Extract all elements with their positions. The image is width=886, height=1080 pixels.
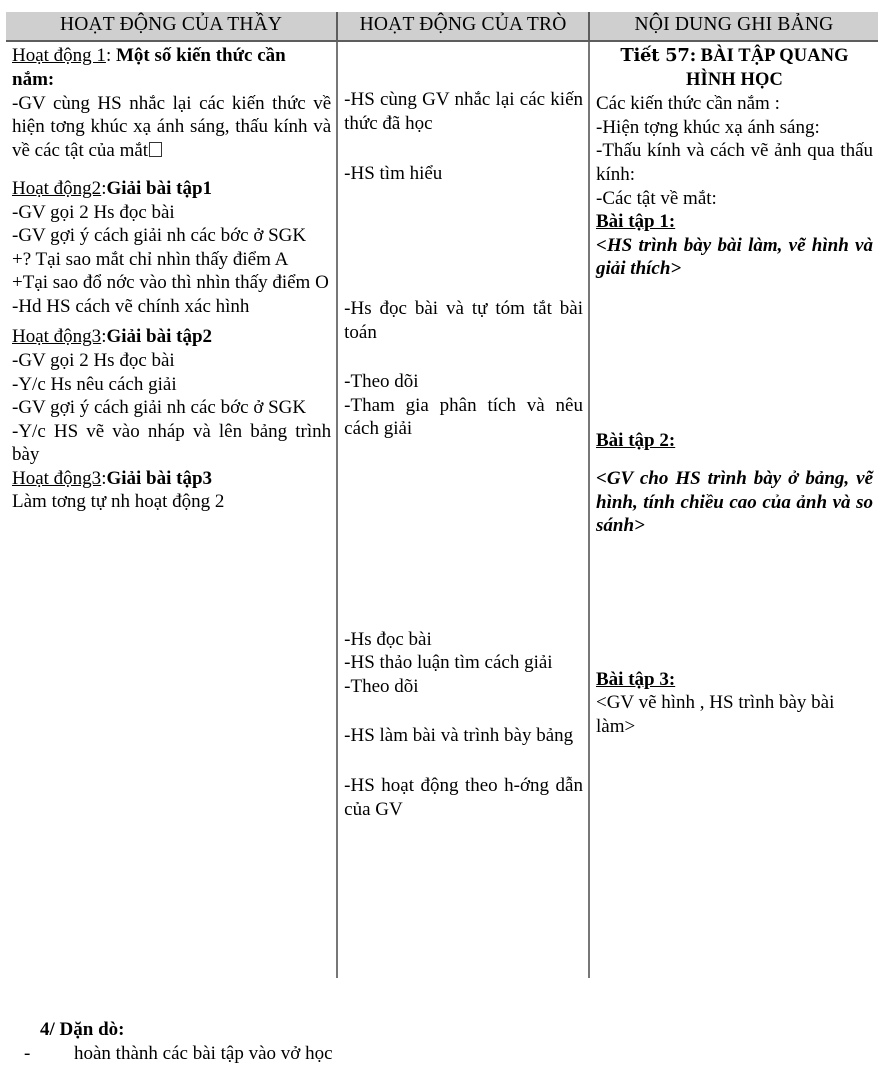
- exercise-3-body: <GV vẽ hình , HS trình bày bài làm>: [596, 692, 835, 737]
- spacer: [596, 624, 873, 668]
- cell-board-content: [590, 42, 878, 978]
- student-activity-block: -Hs đọc bài: [344, 628, 432, 650]
- lesson-number: Tiết 57:: [620, 45, 696, 67]
- exercise-2-body: [596, 467, 873, 538]
- exercise-2-label: [596, 429, 873, 453]
- student-activity-body: [344, 44, 583, 974]
- activity-4-heading: [12, 467, 331, 491]
- footer-item-text: hoàn thành các bài tập vào vở học: [74, 1042, 333, 1064]
- student-activity-block: -Hs đọc bài và tự tóm tắt bài toán: [344, 298, 583, 343]
- activity-1-label: Hoạt động 1: [12, 45, 106, 67]
- activity-3-separator: :: [101, 326, 107, 348]
- board-point: -Hiện tợng khúc xạ ánh sáng:: [596, 116, 820, 138]
- footer-bullet: -: [24, 1042, 31, 1064]
- activity-2-line: -GV gợi ý cách giải nh các bớc ở SGK: [12, 225, 307, 247]
- footer-list-item: [24, 1042, 886, 1067]
- footer-heading: 4/ Dặn dò:: [40, 1019, 125, 1040]
- spacer: [344, 44, 583, 88]
- activity-4-separator: :: [101, 467, 107, 489]
- activity-4-label: Hoạt động3: [12, 467, 102, 489]
- student-activity-block: -HS tìm hiểu: [344, 162, 443, 184]
- activity-3-line: -Y/c HS vẽ vào nháp và lên bảng trình bày: [12, 420, 332, 466]
- student-activity-block: -HS làm bài và trình bày bảng: [344, 725, 574, 747]
- spacer: [596, 538, 873, 624]
- exercise-3-label-text: Bài tập 3:: [596, 668, 676, 690]
- exercise-1-label: [596, 210, 873, 234]
- board-point: -Các tật về mắt:: [596, 187, 717, 209]
- column-header-teacher-activity: HOẠT ĐỘNG CỦA THẦY: [6, 12, 338, 42]
- exercise-2-body-text: <GV cho HS trình bày ở bảng, vẽ hình, tính chiều cao của ảnh và so sánh>: [596, 468, 873, 537]
- activity-4-line: Làm tơng tự nh hoạt động 2: [12, 491, 225, 513]
- teacher-activity-body: [12, 44, 331, 974]
- exercise-1-label-text: Bài tập 1:: [596, 211, 676, 233]
- exercise-3-label: [596, 668, 873, 692]
- spacer: [344, 748, 583, 774]
- activity-2-title: Giải bài tập1: [106, 178, 213, 200]
- exercise-1-body-text: <HS trình bày bài làm, vẽ hình và giải thích>: [596, 234, 873, 280]
- lesson-plan-table: [6, 12, 878, 978]
- cell-teacher-activity: [6, 42, 338, 978]
- activity-3-line: -GV gợi ý cách giải nh các bớc ở SGK: [12, 397, 307, 419]
- activity-3-line: -GV gọi 2 Hs đọc bài: [12, 350, 175, 372]
- activity-1-text-run: -GV cùng HS nhắc lại các kiến thức về hiện tơng khúc xạ ánh sáng, thấu kính và về các tật của mắt: [12, 92, 332, 161]
- spacer: [344, 441, 583, 527]
- spacer: [596, 367, 873, 429]
- column-header-board-content: NỘI DUNG GHI BẢNG: [590, 12, 878, 42]
- spacer: [12, 318, 331, 325]
- table-header-row: [6, 12, 878, 42]
- activity-2-label: Hoạt động2: [12, 178, 102, 200]
- activity-1-heading: [12, 44, 331, 91]
- activity-1-separator: :: [105, 45, 116, 67]
- activity-3-label: Hoạt động3: [12, 326, 102, 348]
- activity-2-line: -GV gọi 2 Hs đọc bài: [12, 201, 175, 223]
- student-activity-block: -Theo dõi: [344, 371, 419, 393]
- activity-3-line: -Y/c Hs nêu cách giải: [12, 373, 177, 395]
- activity-4-title: Giải bài tập3: [106, 467, 213, 489]
- exercise-1-body: [596, 234, 873, 281]
- activity-1-title: Một số kiến thức cần nắm:: [12, 45, 286, 91]
- spacer: [344, 527, 583, 613]
- spacer: [344, 613, 583, 628]
- spacer: [344, 344, 583, 370]
- board-intro: Các kiến thức cần nắm :: [596, 93, 780, 115]
- student-activity-block: -HS hoạt động theo h-ớng dẫn của GV: [344, 775, 583, 820]
- activity-2-line: +? Tại sao mắt chỉ nhìn thấy điểm A: [12, 248, 289, 270]
- activity-3-title: Giải bài tập2: [106, 326, 213, 348]
- spacer: [344, 698, 583, 724]
- student-activity-block: -HS cùng GV nhắc lại các kiến thức đã học: [344, 89, 583, 135]
- spacer: [12, 162, 331, 177]
- lesson-title-part-1: BÀI TẬP QUANG: [700, 46, 849, 67]
- spacer: [344, 185, 583, 271]
- spacer: [596, 452, 873, 467]
- student-activity-block: -Theo dõi: [344, 675, 419, 697]
- activity-2-heading: [12, 177, 331, 201]
- board-point: -Thấu kính và cách vẽ ảnh qua thấu kính:: [596, 140, 873, 185]
- lesson-title-part-2: HÌNH HỌC: [686, 70, 783, 91]
- missing-glyph-box-icon: [149, 142, 162, 157]
- student-activity-block: -Tham gia phân tích và nêu cách giải: [344, 394, 583, 440]
- student-activity-block: -HS thảo luận tìm cách giải: [344, 652, 553, 674]
- activity-2-separator: :: [101, 178, 107, 200]
- lesson-title-line-1: [596, 44, 873, 68]
- column-header-student-activity: HOẠT ĐỘNG CỦA TRÒ: [338, 12, 590, 42]
- spacer: [344, 271, 583, 297]
- activity-2-line: +Tại sao đổ nớc vào thì nhìn thấy điểm O: [12, 272, 329, 294]
- exercise-2-label-text: Bài tập 2:: [596, 429, 676, 451]
- table-row: [6, 42, 878, 978]
- spacer: [596, 281, 873, 367]
- footer-section: [0, 1018, 886, 1066]
- activity-2-line: -Hd HS cách vẽ chính xác hình: [12, 295, 250, 317]
- lesson-title-line-2: [596, 68, 873, 92]
- spacer: [344, 136, 583, 162]
- board-content-body: [596, 44, 873, 974]
- cell-student-activity: [338, 42, 590, 978]
- activity-1-text: [12, 92, 331, 163]
- activity-3-heading: [12, 325, 331, 349]
